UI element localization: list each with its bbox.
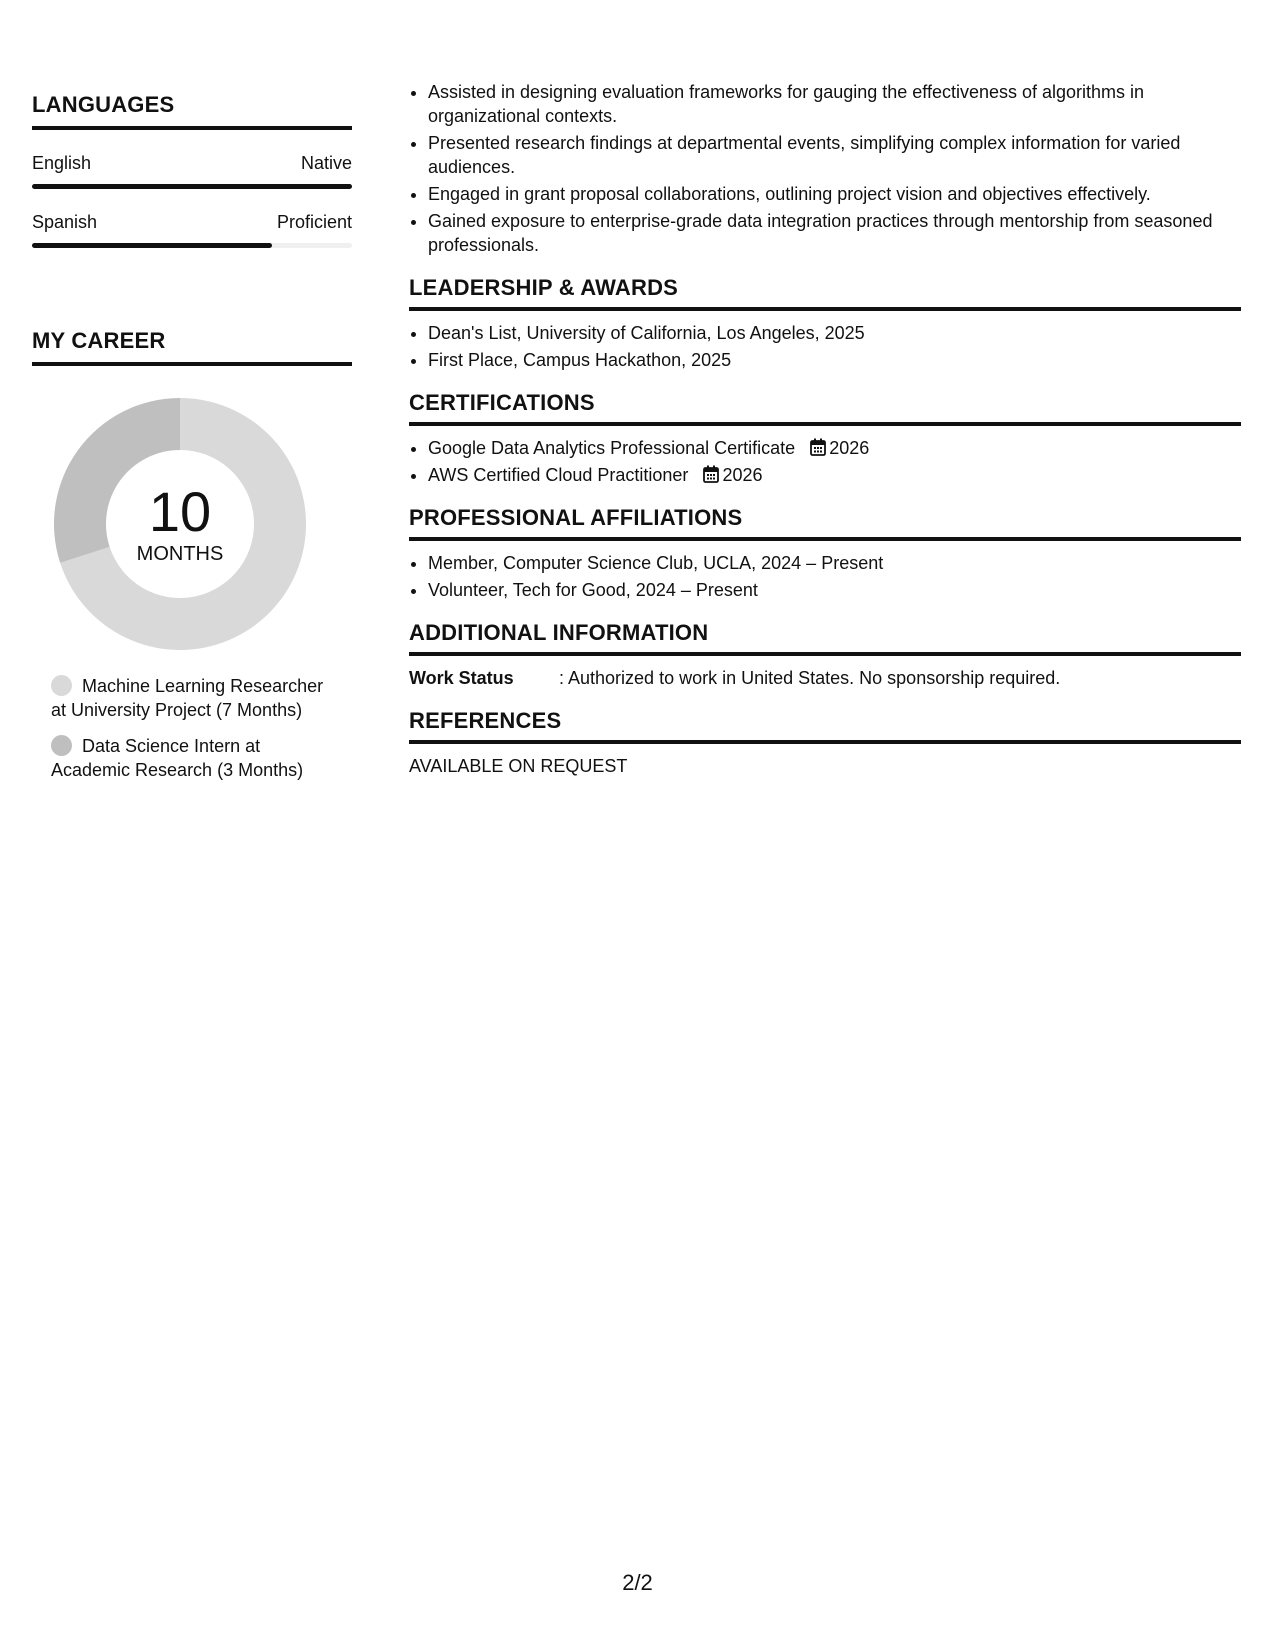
references-text: AVAILABLE ON REQUEST [409,756,628,776]
career-total-unit: MONTHS [136,543,224,565]
calendar-icon [703,465,719,483]
languages-title: LANGUAGES [32,92,175,117]
language-name: Spanish [32,212,98,232]
work-status-value: : Authorized to work in United States. No sponsorship required. [559,668,1061,688]
certification-year: 2026 [829,438,870,458]
legend-dot-icon [51,675,72,696]
certifications-section [409,390,1241,487]
list-item: • Gained exposure to enterprise-grade data integration practices through mentorship from seasoned professionals. [428,209,1241,257]
list-item: • Engaged in grant proposal collaborations, outlining project vision and objectives effectively. [428,182,1241,206]
certifications-divider [409,422,1241,426]
career-donut-chart [54,398,306,650]
legend-dot-icon [51,735,72,756]
affiliations-divider [409,537,1241,541]
affiliations-section [409,505,1241,602]
additional-divider [409,652,1241,656]
career-legend-label: Machine Learning Researcher at University Project (7 Months) [51,676,324,720]
list-item: • Dean's List, University of California, Los Angeles, 2025 [428,321,1241,345]
work-status-label: Work Status [409,668,514,688]
certification-item [428,436,1241,460]
language-item [32,152,352,189]
language-name: English [32,153,92,173]
calendar-icon [810,438,826,456]
language-proficiency-fill [32,243,272,248]
work-status-row [409,666,1241,690]
certifications-title: CERTIFICATIONS [409,390,595,415]
certification-name: Google Data Analytics Professional Certificate [428,438,796,458]
career-divider [32,362,352,366]
right-column [409,80,1241,778]
languages-divider [32,126,352,130]
leadership-divider [409,307,1241,311]
list-item: • First Place, Campus Hackathon, 2025 [428,348,1241,372]
career-legend-label: Data Science Intern at Academic Research (3 Months) [51,736,304,780]
language-proficiency-fill [32,184,352,189]
references-divider [409,740,1241,744]
certification-item [428,463,1241,487]
leadership-title: LEADERSHIP & AWARDS [409,275,679,300]
career-total-months: 10 [148,480,212,543]
certification-name: AWS Certified Cloud Practitioner [428,465,689,485]
experience-bullets [409,80,1241,257]
career-title: MY CAREER [32,328,166,353]
certification-year: 2026 [722,465,763,485]
list-item: • Presented research findings at departmental events, simplifying complex information for varied audiences. [428,131,1241,179]
career-legend-item [51,734,341,782]
affiliations-title: PROFESSIONAL AFFILIATIONS [409,505,743,530]
language-level: Proficient [276,212,352,232]
list-item: • Volunteer, Tech for Good, 2024 – Present [428,578,1241,602]
career-legend-item [51,674,341,722]
leadership-section [409,275,1241,372]
language-proficiency-bar [32,243,352,248]
references-section [409,708,1241,778]
list-item: • Assisted in designing evaluation frameworks for gauging the effectiveness of algorithms in organizational contexts. [428,80,1241,128]
page-number: 2/2 [622,1570,653,1595]
list-item: • Member, Computer Science Club, UCLA, 2024 – Present [428,551,1241,575]
additional-section [409,620,1241,690]
references-title: REFERENCES [409,708,562,733]
career-legend [51,674,341,782]
language-level: Native [300,153,352,173]
language-item [32,211,352,248]
additional-title: ADDITIONAL INFORMATION [409,620,709,645]
language-proficiency-bar [32,184,352,189]
left-column [32,92,352,794]
